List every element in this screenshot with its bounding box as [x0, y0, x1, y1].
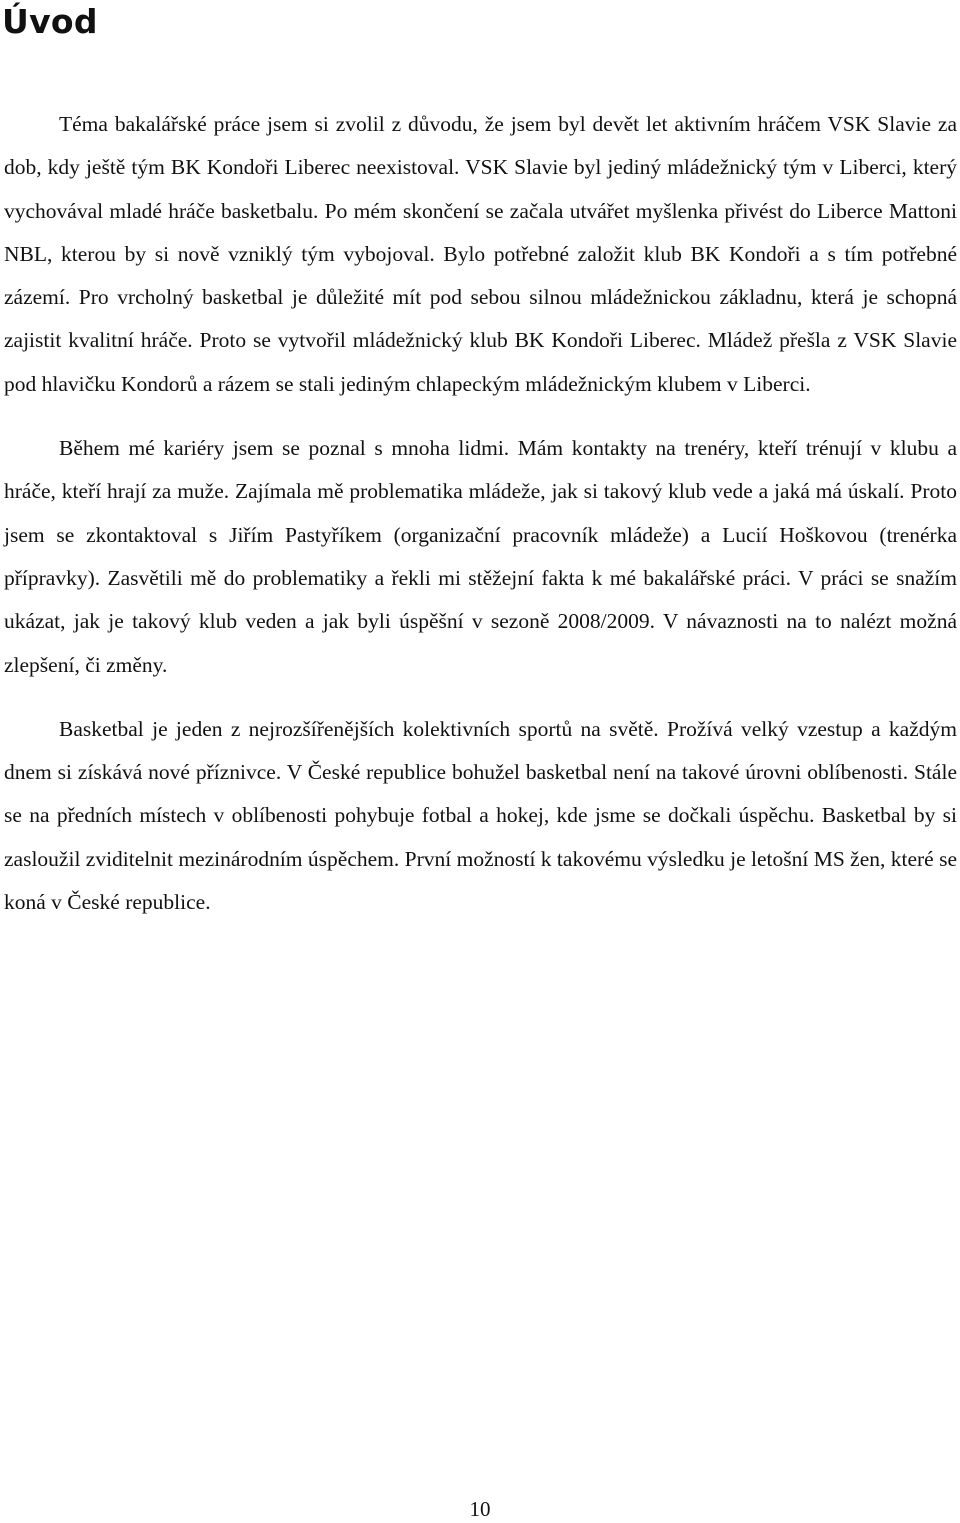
paragraph-2: Během mé kariéry jsem se poznal s mnoha lidmi. Mám kontakty na trenéry, kteří trénují v klubu a hráče, kteří hrají za muže. Zajímala mě problematika mládeže, jak si takový klub vede a jaká má úskalí. Proto jsem se zkontaktoval s Jiřím Pastyříkem (organizační pracovník mládeže) a Lucií Hoškovou (trenérka přípravky). Zasvětili mě do problematiky a řekli mi stěžejní fakta k mé bakalářské práci. V práci se snažím ukázat, jak je takový klub veden a jak byli úspěšní v sezoně 2008/2009. V návaznosti na to nalézt možná zlepšení, či změny.	[4, 436, 957, 677]
page-title: Úvod	[2, 2, 98, 41]
body-text	[4, 103, 957, 924]
paragraph-3: Basketbal je jeden z nejrozšířenějších kolektivních sportů na světě. Prožívá velký vzestup a každým dnem si získává nové příznivce. V České republice bohužel basketbal není na takové úrovni oblíbenosti. Stále se na předních místech v oblíbenosti pohybuje fotbal a hokej, kde jsme se dočkali úspěchu. Basketbal by si zasloužil zviditelnit mezinárodním úspěchem. První možností k takovému výsledku je letošní MS žen, které se koná v České republice.	[4, 716, 957, 915]
page-number: 10	[469, 1497, 491, 1521]
paragraph-1: Téma bakalářské práce jsem si zvolil z důvodu, že jsem byl devět let aktivním hráčem VSK Slavie za dob, kdy ještě tým BK Kondoři Liberec neexistoval. VSK Slavie byl jediný mládežnický tým v Liberci, který vychovával mladé hráče basketbalu. Po mém skončení se začala utvářet myšlenka přivést do Liberce Mattoni NBL, kterou by si nově vzniklý tým vybojoval. Bylo potřebné založit klub BK Kondoři a s tím potřebné zázemí. Pro vrcholný basketbal je důležité mít pod sebou silnou mládežnickou základnu, která je schopná zajistit kvalitní hráče. Proto se vytvořil mládežnický klub BK Kondoři Liberec. Mládež přešla z VSK Slavie pod hlavičku Kondorů a rázem se stali jediným chlapeckým mládežnickým klubem v Liberci.	[4, 112, 957, 396]
